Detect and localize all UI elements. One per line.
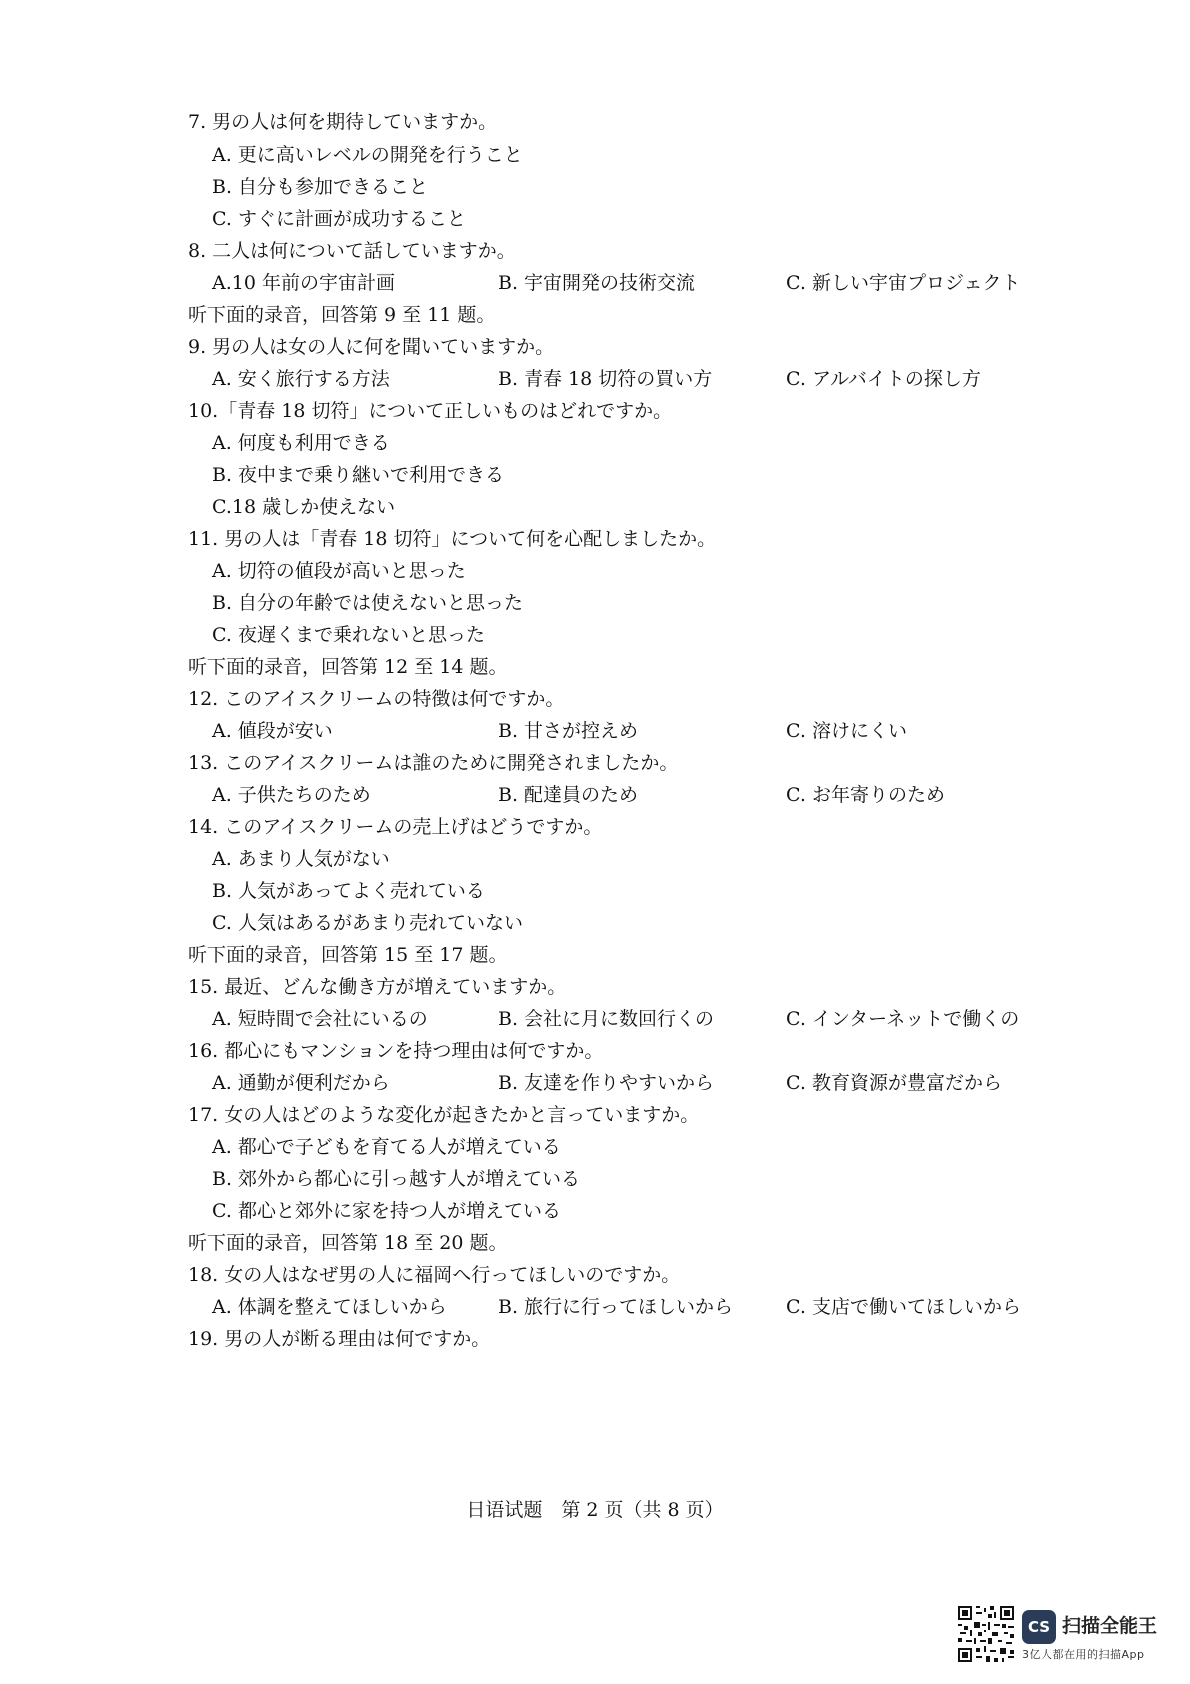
question-19: 19. 男の人が断る理由は何ですか。 [188, 1328, 491, 1350]
q12-option-c: C. 溶けにくい [786, 720, 907, 742]
q7-option-b: B. 自分も参加できること [212, 176, 429, 198]
question-8: 8. 二人は何について話していますか。 [188, 240, 516, 262]
section-heading-18-20: 听下面的录音，回答第 18 至 20 题。 [188, 1232, 508, 1254]
q7-option-c: C. すぐに計画が成功すること [212, 208, 466, 230]
q11-option-b: B. 自分の年齢では使えないと思った [212, 592, 524, 614]
page-footer: 日语试题 第 2 页（共 8 页） [466, 1499, 724, 1521]
q14-option-c: C. 人気はあるがあまり売れていない [212, 912, 523, 934]
question-14: 14. このアイスクリームの売上げはどうですか。 [188, 816, 603, 838]
question-13: 13. このアイスクリームは誰のために開発されましたか。 [188, 752, 679, 774]
q18-option-a: A. 体調を整えてほしいから [212, 1296, 447, 1318]
q14-option-a: A. あまり人気がない [212, 848, 390, 870]
q10-option-a: A. 何度も利用できる [212, 432, 390, 454]
q12-option-a: A. 値段が安い [212, 720, 333, 742]
q18-option-c: C. 支店で働いてほしいから [786, 1296, 1021, 1318]
q10-option-b: B. 夜中まで乗り継いで利用できる [212, 464, 505, 486]
q8-option-c: C. 新しい宇宙プロジェクト [786, 272, 1021, 294]
q13-option-c: C. お年寄りのため [786, 784, 945, 806]
section-heading-15-17: 听下面的录音，回答第 15 至 17 题。 [188, 944, 508, 966]
q13-option-a: A. 子供たちのため [212, 784, 371, 806]
question-15: 15. 最近、どんな働き方が増えていますか。 [188, 976, 567, 998]
q9-option-c: C. アルバイトの探し方 [786, 368, 981, 390]
question-18: 18. 女の人はなぜ男の人に福岡へ行ってほしいのですか。 [188, 1264, 681, 1286]
question-16: 16. 都心にもマンションを持つ理由は何ですか。 [188, 1040, 604, 1062]
question-11: 11. 男の人は「青春 18 切符」について何を心配しましたか。 [188, 528, 717, 550]
q14-option-b: B. 人気があってよく売れている [212, 880, 485, 902]
q17-option-b: B. 郊外から都心に引っ越す人が増えている [212, 1168, 581, 1190]
q7-option-a: A. 更に高いレベルの開発を行うこと [212, 144, 523, 166]
q9-option-b: B. 青春 18 切符の買い方 [498, 368, 713, 390]
scanner-watermark [958, 1606, 1168, 1674]
qr-code-icon [958, 1606, 1014, 1662]
q15-option-c: C. インターネットで働くの [786, 1008, 1020, 1030]
q8-option-b: B. 宇宙開発の技術交流 [498, 272, 696, 294]
q16-option-a: A. 通勤が便利だから [212, 1072, 390, 1094]
q8-option-a: A.10 年前の宇宙計画 [212, 272, 395, 294]
section-heading-12-14: 听下面的录音，回答第 12 至 14 题。 [188, 656, 508, 678]
q15-option-a: A. 短時間で会社にいるの [212, 1008, 428, 1030]
section-heading-9-11: 听下面的录音，回答第 9 至 11 题。 [188, 304, 496, 326]
q16-option-b: B. 友達を作りやすいから [498, 1072, 715, 1094]
question-10: 10.「青春 18 切符」について正しいものはどれですか。 [188, 400, 673, 422]
question-12: 12. このアイスクリームの特徴は何ですか。 [188, 688, 565, 710]
question-9: 9. 男の人は女の人に何を聞いていますか。 [188, 336, 555, 358]
q11-option-c: C. 夜遅くまで乗れないと思った [212, 624, 485, 646]
q10-option-c: C.18 歳しか使えない [212, 496, 396, 518]
q9-option-a: A. 安く旅行する方法 [212, 368, 390, 390]
q17-option-c: C. 都心と郊外に家を持つ人が増えている [212, 1200, 561, 1222]
q13-option-b: B. 配達員のため [498, 784, 639, 806]
q12-option-b: B. 甘さが控えめ [498, 720, 639, 742]
camscanner-logo: CS [1022, 1610, 1056, 1644]
q17-option-a: A. 都心で子どもを育てる人が増えている [212, 1136, 561, 1158]
scanner-tagline: 3亿人都在用的扫描App [1022, 1648, 1145, 1661]
question-17: 17. 女の人はどのような変化が起きたかと言っていますか。 [188, 1104, 700, 1126]
q16-option-c: C. 教育資源が豊富だから [786, 1072, 1002, 1094]
q18-option-b: B. 旅行に行ってほしいから [498, 1296, 734, 1318]
scanner-app-name: 扫描全能王 [1062, 1615, 1158, 1637]
q11-option-a: A. 切符の値段が高いと思った [212, 560, 466, 582]
question-7: 7. 男の人は何を期待していますか。 [188, 111, 498, 133]
q15-option-b: B. 会社に月に数回行くの [498, 1008, 715, 1030]
